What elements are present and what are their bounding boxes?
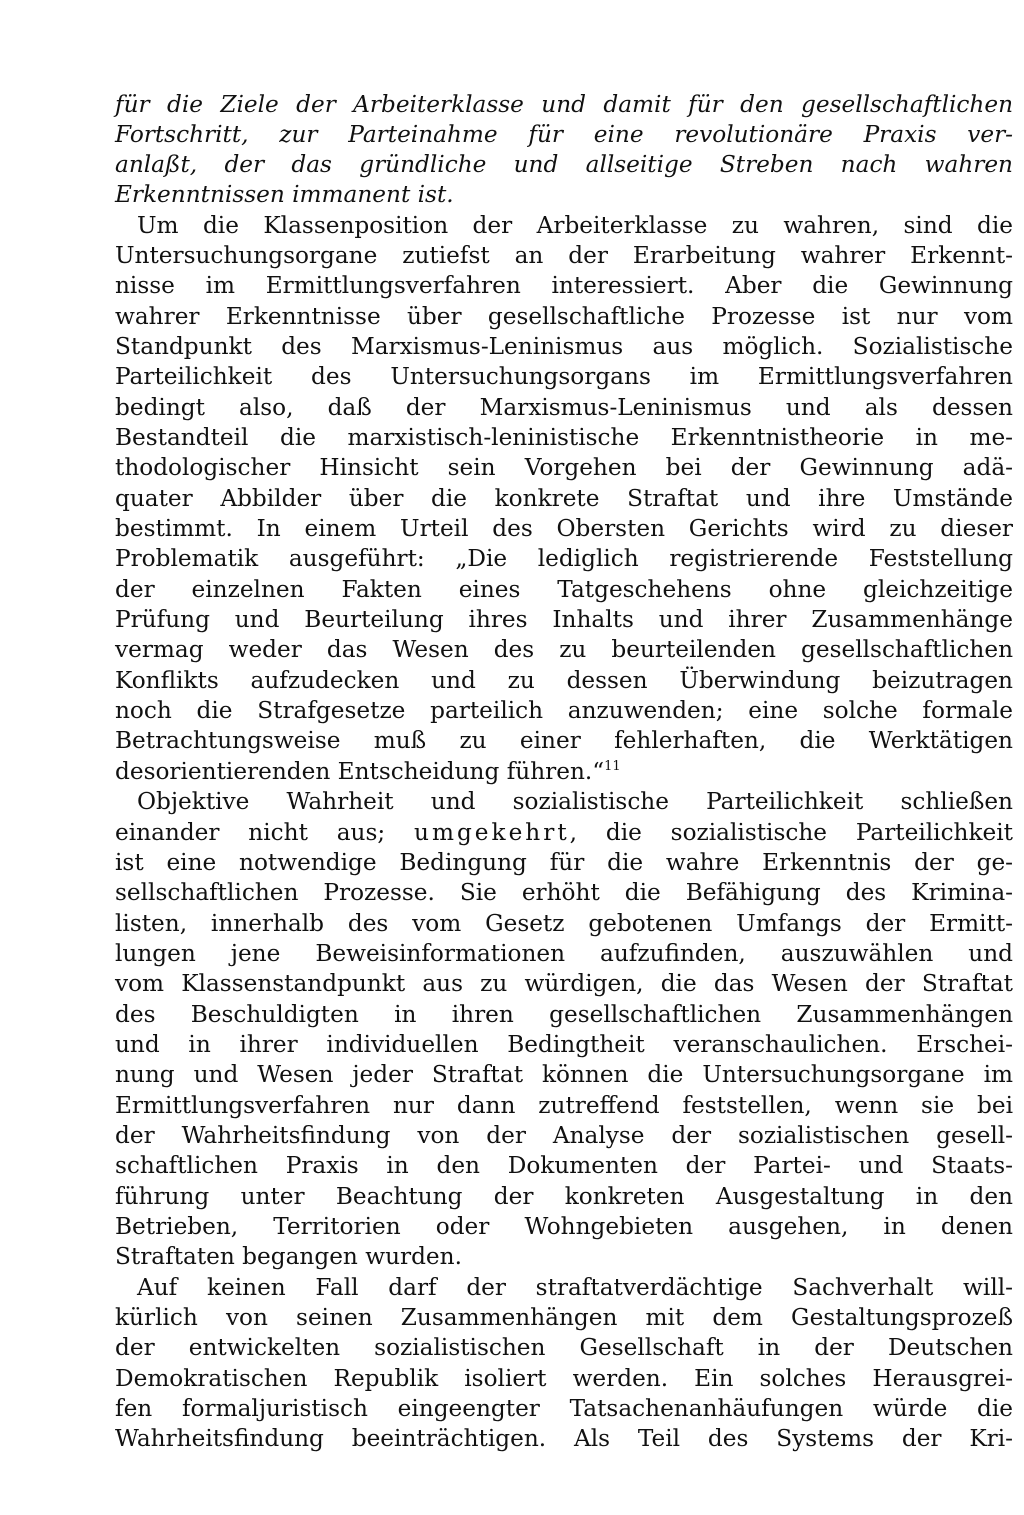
text-line: Wahrheitsfindung beeinträchtigen. Als Teil des Systems der Kri- (115, 1425, 1013, 1452)
text-line: noch die Strafgesetze parteilich anzuwenden; eine solche formale (115, 697, 1013, 724)
footnote-reference: 11 (604, 759, 621, 774)
text-line: der einzelnen Fakten eines Tatgeschehens ohne gleichzeitige (115, 576, 1013, 603)
text-line: Um die Klassenposition der Arbeiterklasse zu wahren, sind die (137, 212, 1013, 239)
text-line: anlaßt, der das gründliche und allseitige Streben nach wahren (115, 151, 1013, 178)
text-line: wahrer Erkenntnisse über gesellschaftliche Prozesse ist nur vom (115, 303, 1013, 330)
text-line: vermag weder das Wesen des zu beurteilenden gesellschaftlichen (115, 636, 1013, 663)
text-line: des Beschuldigten in ihren gesellschaftlichen Zusammenhängen (115, 1001, 1013, 1028)
text-line: Untersuchungsorgane zutiefst an der Erarbeitung wahrer Erkennt- (115, 242, 1013, 269)
text-fragment: desorientierenden Entscheidung führen.“ (115, 758, 605, 785)
text-line: Betrieben, Territorien oder Wohngebieten ausgehen, in denen (115, 1213, 1013, 1240)
text-line: ist eine notwendige Bedingung für die wahre Erkenntnis der ge- (115, 849, 1013, 876)
text-line: thodologischer Hinsicht sein Vorgehen bei der Gewinnung adä- (115, 454, 1013, 481)
emphasized-word: umgekehrt (414, 819, 570, 846)
text-line: für die Ziele der Arbeiterklasse und damit für den gesellschaftlichen (115, 91, 1013, 118)
text-line: bestimmt. In einem Urteil des Obersten Gerichts wird zu dieser (115, 515, 1013, 542)
text-line: Standpunkt des Marxismus-Leninismus aus möglich. Sozialistische (115, 333, 1013, 360)
text-line: der Wahrheitsfindung von der Analyse der sozialistischen gesell- (115, 1122, 1013, 1149)
text-line: listen, innerhalb des vom Gesetz gebotenen Umfangs der Ermitt- (115, 910, 1013, 937)
text-line: Objektive Wahrheit und sozialistische Parteilichkeit schließen (137, 788, 1013, 815)
text-line: Betrachtungsweise muß zu einer fehlerhaften, die Werktätigen (115, 727, 1013, 754)
text-line: Erkenntnissen immanent ist. (115, 181, 454, 208)
text-line: führung unter Beachtung der konkreten Ausgestaltung in den (115, 1183, 1013, 1210)
text-line (115, 818, 1013, 848)
text-fragment: einander nicht aus; (115, 819, 386, 846)
text-line (115, 757, 1013, 787)
text-line: Ermittlungsverfahren nur dann zutreffend feststellen, wenn sie bei (115, 1092, 1013, 1119)
text-fragment: , die sozialistische Parteilichkeit (569, 819, 1014, 846)
text-line: vom Klassenstandpunkt aus zu würdigen, die das Wesen der Straftat (115, 970, 1013, 997)
text-line: Parteilichkeit des Untersuchungsorgans im Ermittlungsverfahren (115, 363, 1013, 390)
text-line: quater Abbilder über die konkrete Straftat und ihre Umstände (115, 485, 1013, 512)
text-line: kürlich von seinen Zusammenhängen mit dem Gestaltungsprozeß (115, 1304, 1013, 1331)
text-line: Problematik ausgeführt: „Die lediglich registrierende Feststellung (115, 545, 1013, 572)
text-line: der entwickelten sozialistischen Gesellschaft in der Deutschen (115, 1334, 1013, 1361)
text-line: Straftaten begangen wurden. (115, 1243, 462, 1270)
text-line: nung und Wesen jeder Straftat können die Untersuchungsorgane im (115, 1061, 1013, 1088)
text-line: lungen jene Beweisinformationen aufzufinden, auszuwählen und (115, 940, 1013, 967)
text-line: Demokratischen Republik isoliert werden. Ein solches Herausgrei- (115, 1365, 1013, 1392)
text-line: bedingt also, daß der Marxismus-Leninismus und als dessen (115, 394, 1013, 421)
text-line: nisse im Ermittlungsverfahren interessiert. Aber die Gewinnung (115, 272, 1013, 299)
text-line: schaftlichen Praxis in den Dokumenten der Partei- und Staats- (115, 1152, 1013, 1179)
text-line: Prüfung und Beurteilung ihres Inhalts und ihrer Zusammenhänge (115, 606, 1013, 633)
text-line: Bestandteil die marxistisch-leninistische Erkenntnistheorie in me- (115, 424, 1013, 451)
text-line: und in ihrer individuellen Bedingtheit veranschaulichen. Erschei- (115, 1031, 1013, 1058)
text-line: Fortschritt, zur Parteinahme für eine revolutionäre Praxis ver- (115, 121, 1013, 148)
text-line: fen formaljuristisch eingeengter Tatsachenanhäufungen würde die (115, 1395, 1013, 1422)
text-line: Auf keinen Fall darf der straftatverdächtige Sachverhalt will- (137, 1274, 1013, 1301)
text-line: sellschaftlichen Prozesse. Sie erhöht die Befähigung des Krimina- (115, 879, 1013, 906)
text-line: Konflikts aufzudecken und zu dessen Überwindung beizutragen (115, 667, 1013, 694)
